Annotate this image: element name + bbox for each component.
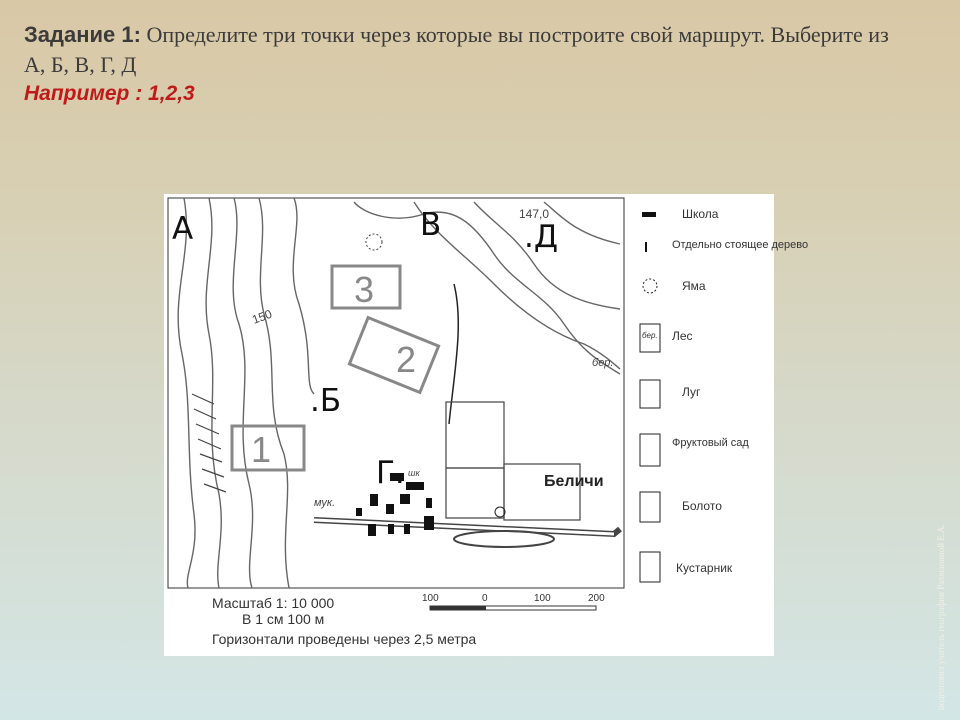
- legend-forest: Лес: [672, 329, 693, 343]
- plot-number-1: 1: [251, 429, 272, 470]
- legend-orchard: Фруктовый сад: [672, 437, 749, 449]
- scale-line-1: Масштаб 1: 10 000: [212, 595, 335, 611]
- scale-line-2: В 1 см 100 м: [242, 611, 325, 627]
- map-drawing: [164, 194, 809, 656]
- task-example: Например : 1,2,3: [24, 82, 195, 105]
- contour-label: 150: [250, 306, 274, 327]
- plot-number-3: 3: [354, 269, 375, 310]
- author-credit: [926, 380, 946, 710]
- legend-meadow: Луг: [682, 385, 701, 399]
- scale-tick-2: 100: [534, 593, 551, 604]
- point-g[interactable]: Г.: [376, 455, 405, 491]
- point-a[interactable]: А: [172, 211, 194, 247]
- elevation-label: 147,0: [519, 207, 550, 221]
- legend-tree: [672, 239, 808, 251]
- topographic-map: [164, 194, 809, 656]
- scale-line-3: Горизонтали проведены через 2,5 метра: [212, 631, 477, 647]
- plot-number-2: 2: [396, 339, 417, 380]
- point-v[interactable]: В: [420, 207, 442, 243]
- mill-label: мук.: [314, 497, 336, 509]
- author-credit-text: подготовил учитель географии Рахманиной Е.А.: [936, 524, 946, 710]
- bank-label: бер.: [592, 357, 614, 369]
- scale-bar: [422, 593, 605, 610]
- scale-tick-0: 100: [422, 593, 439, 604]
- scale-tick-3: 200: [588, 593, 605, 604]
- task-text: [24, 20, 904, 80]
- legend-pit: Яма: [682, 279, 706, 293]
- village-name: Беличи: [544, 473, 604, 490]
- legend-shrub: Кустарник: [676, 561, 733, 575]
- legend-swamp: Болото: [682, 499, 722, 513]
- legend-school: Школа: [682, 207, 719, 221]
- point-b[interactable]: .Б: [310, 383, 342, 419]
- scale-tick-1: 0: [482, 593, 488, 604]
- legend-tree-text: Отдельно стоящее дерево: [672, 239, 809, 251]
- legend-forest-abbr: бер.: [642, 331, 658, 340]
- school-label: шк: [408, 468, 420, 478]
- point-d[interactable]: .Д: [524, 219, 559, 255]
- task-title: Задание 1:: [24, 22, 141, 47]
- task-body: Определите три точки через которые вы построите свой маршрут. Выберите из А, Б, В, Г, Д: [24, 22, 889, 77]
